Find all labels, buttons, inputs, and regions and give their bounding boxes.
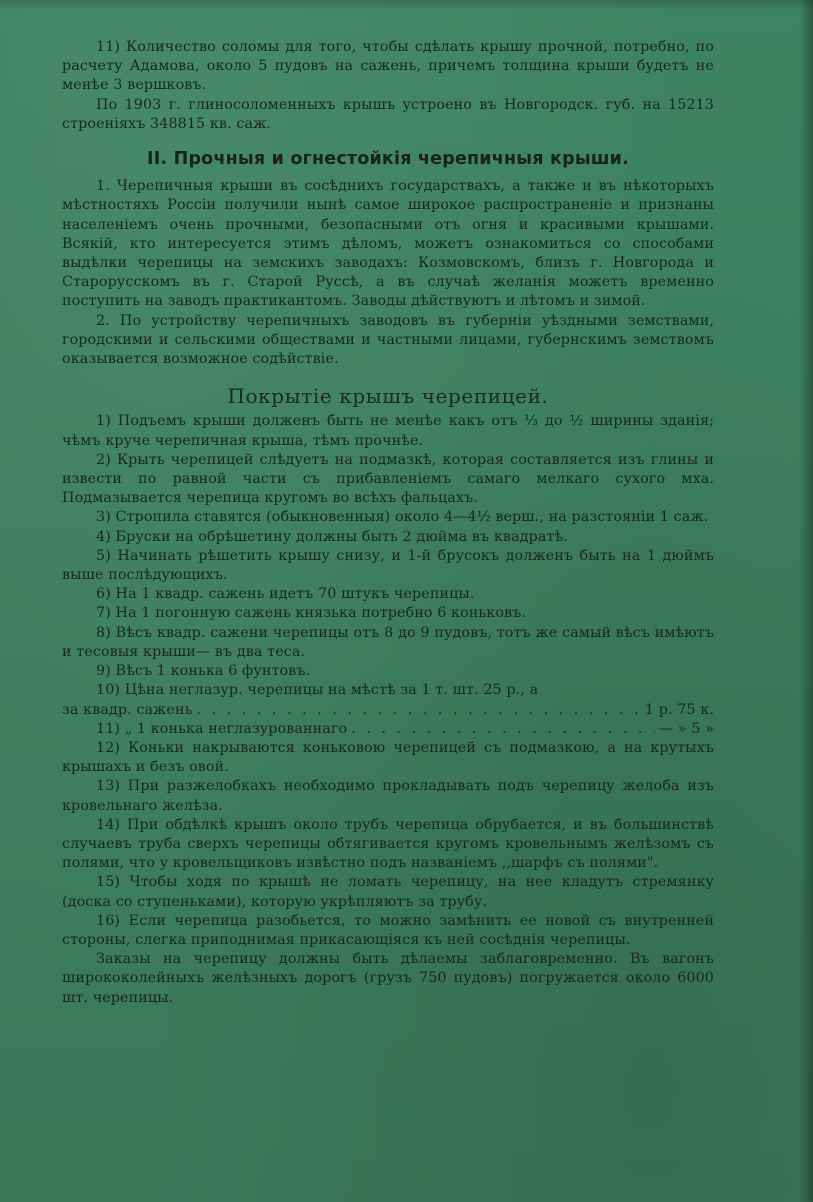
paragraph-closing: Заказы на черепицу должны быть дѣлаемы заблаговременно. Въ вагонъ ширококолейныхъ желѣзныхъ дорогъ (грузъ 750 пудовъ) погружается около 6000 шт. черепицы. bbox=[62, 951, 714, 1006]
list-item: 5) Начинать рѣшетить крышу снизу, и 1-й брусокъ долженъ быть на 1 дюймъ выше послѣдующихъ. bbox=[62, 547, 714, 584]
list-item: 9) Вѣсъ 1 конька 6 фунтовъ. bbox=[96, 663, 311, 680]
list-item: 13) При разжелобкахъ необходимо прокладывать подъ черепицу желоба изъ кровельнаго желѣза. bbox=[62, 778, 714, 814]
list-item: 2) Крыть черепицей слѣдуетъ на подмазкѣ, которая составляется изъ глины и извести по равной части съ прибавленіемъ самаго мелкаго сухого мха. Подмазывается черепица кругомъ во всѣхъ фальцахъ. bbox=[62, 451, 714, 507]
paragraph-roof-statistics: По 1903 г. глиносоломенныхъ крышъ устроено въ Новгородск. губ. на 15213 строеніяхъ 348815 кв. саж. bbox=[62, 96, 714, 132]
price-value: — » 5 » bbox=[658, 720, 714, 737]
page-edge-shadow-right bbox=[799, 0, 813, 1202]
list-item: 3) Стропила ставятся (обыкновенныя) около 4—4½ верш., на разстояніи 1 саж. bbox=[96, 509, 709, 526]
section-heading-tile-roofs: II. Прочныя и огнестойкія черепичныя крыши. bbox=[147, 149, 629, 170]
paragraph-tile-roofs-1: 1. Черепичныя крыши въ сосѣднихъ государствахъ, а также и въ нѣкоторыхъ мѣстностяхъ Россіи получили нынѣ самое широкое распространеніе и признаны населеніемъ очень прочными, безопасными отъ огня и красивыми крышами. Всякій, кто интересуется этимъ дѣломъ, можетъ ознакомиться со способами выдѣлки черепицы на земскихъ заводахъ: Козмовскомъ, близъ г. Новгорода и Старорусскомъ въ г. Старой Руссѣ, а въ случаѣ желанія можетъ временно поступить на заводъ практикантомъ. Заводы дѣйствуютъ и лѣтомъ и зимой. bbox=[62, 178, 714, 310]
list-item: 4) Бруски на обрѣшетину должны быть 2 дюйма въ квадратѣ. bbox=[96, 528, 568, 545]
list-item: 12) Коньки накрываются коньковою черепицей съ подмазкою, а на крутыхъ крышахъ и безъ овой. bbox=[62, 739, 714, 776]
price-intro: 10) Цѣна неглазур. черепицы на мѣстѣ за 1 т. шт. 25 р., а bbox=[96, 682, 539, 699]
price-row-square-sazhen bbox=[62, 701, 714, 720]
list-item: 14) При обдѣлкѣ крышъ около трубъ черепица обрубается, и въ большинствѣ случаевъ труба сверхъ черепицы обтягивается кругомъ кровельнымъ желѣзомъ съ полями, что у кровельщиковъ извѣстно подъ названіемъ ,,шарфъ съ полями". bbox=[62, 816, 714, 872]
leader-dots bbox=[351, 720, 655, 739]
leader-dots bbox=[196, 701, 640, 720]
section-heading-roof-covering: Покрытіе крышъ черепицей. bbox=[227, 384, 549, 409]
price-value: 1 р. 75 к. bbox=[644, 701, 714, 718]
price-label: за квадр. сажень bbox=[62, 701, 193, 718]
list-item: 8) Вѣсъ квадр. сажени черепицы отъ 8 до 9 пудовъ, тотъ же самый вѣсъ имѣютъ и тесовыя крыши— въ два теса. bbox=[62, 624, 714, 660]
paragraph-straw-quantity: 11) Количество соломы для того, чтобы сдѣлать крышу прочной, потребно, по расчету Адамова, около 5 пудовъ на сажень, причемъ толщина крыши будетъ не менѣе 3 вершковъ. bbox=[62, 39, 714, 94]
price-label: 11) „ 1 конька неглазурованнаго bbox=[96, 720, 348, 737]
list-item: 15) Чтобы ходя по крышѣ не ломать черепицу, на нее кладутъ стремянку (доска со ступеньками), которую укрѣпляютъ за трубу. bbox=[62, 874, 714, 910]
list-item: 7) На 1 погонную сажень князька потребно 6 коньковъ. bbox=[96, 605, 527, 622]
list-item: 1) Подъемъ крыши долженъ быть не менѣе какъ отъ ⅓ до ½ ширины зданія; чѣмъ круче черепичная крыша, тѣмъ прочнѣе. bbox=[62, 413, 714, 449]
list-item: 16) Если черепица разобьется, то можно замѣнить ее новой съ внутренней стороны, слегка приподнимая прикасающіяся къ ней сосѣднія черепицы. bbox=[62, 912, 714, 948]
list-item: 6) На 1 квадр. сажень идетъ 70 штукъ черепицы. bbox=[96, 586, 475, 603]
page-content bbox=[62, 38, 714, 1008]
price-row-ridge bbox=[62, 720, 714, 739]
paragraph-tile-roofs-2: 2. По устройству черепичныхъ заводовъ въ губерніи уѣздными земствами, городскими и сельскими обществами и частными лицами, губернскимъ земствомъ оказывается возможное содѣйствіе. bbox=[62, 312, 714, 368]
page-edge-shadow-top bbox=[0, 0, 813, 10]
